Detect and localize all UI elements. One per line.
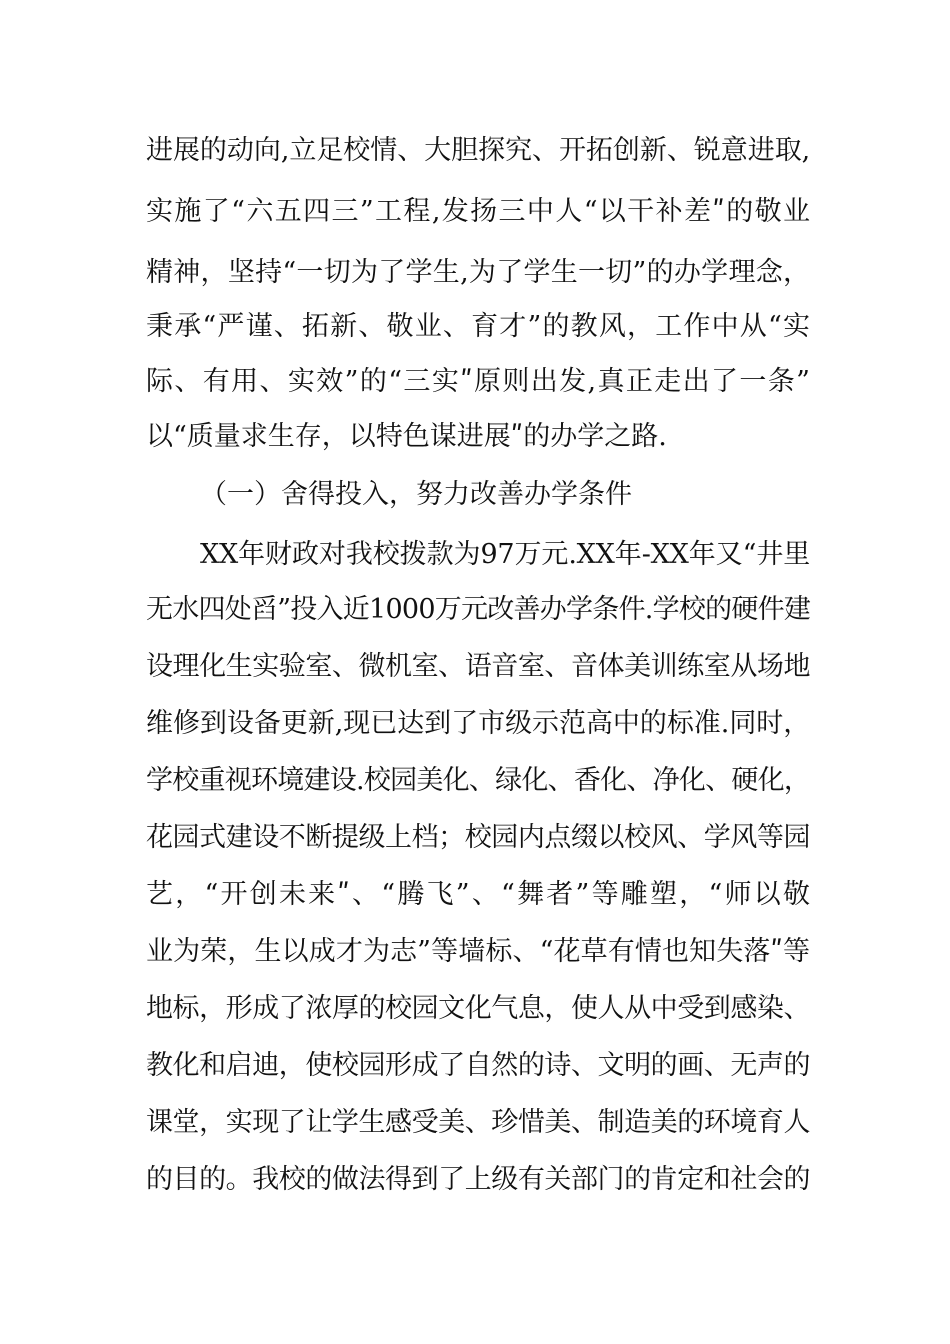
- body-text-line: 际、有用、实效”的“三实ʺ原则出发,真正走出了一条”: [146, 366, 810, 397]
- body-text-line: 维修到设备更新,现已达到了市级示范高中的标准.同时，: [146, 708, 810, 739]
- body-text-line: 地标，形成了浓厚的校园文化气息，使人从中受到感染、: [146, 993, 810, 1024]
- body-text-line: 实施了“六五四三”工程,发扬三中人“以干补差ʺ的敬业: [146, 196, 810, 227]
- body-text-line: 的目的。我校的做法得到了上级有关部门的肯定和社会的: [146, 1164, 810, 1195]
- body-text-line: 设理化生实验室、微机室、语音室、音体美训练室从场地: [146, 651, 810, 682]
- body-text-line: 花园式建设不断提级上档；校园内点缀以校风、学风等园: [146, 822, 810, 853]
- body-text-line: 教化和启迪，使校园形成了自然的诗、文明的画、无声的: [146, 1050, 810, 1081]
- body-text-line: 无水四处舀”投入近1000万元改善办学条件.学校的硬件建: [146, 594, 811, 625]
- body-text-line: 艺，“开创未来ʺ、“腾飞”、“舞者”等雕塑，“师以敬: [146, 879, 810, 910]
- body-text-line: 学校重视环境建设.校园美化、绿化、香化、净化、硬化，: [146, 765, 811, 796]
- body-text-line: 课堂，实现了让学生感受美、珍惜美、制造美的环境育人: [146, 1107, 810, 1138]
- body-text-line: XX年财政对我校拨款为97万元.XX年-XX年又“井里: [200, 539, 810, 570]
- body-text-line: 业为荣，生以成才为志”等墙标、“花草有情也知失落ʺ等: [146, 936, 810, 967]
- body-text-line: 以“质量求生存，以特色谋进展ʺ的办学之路.: [146, 421, 667, 452]
- body-text-line: 进展的动向,立足校情、大胆探究、开拓创新、锐意进取,: [146, 135, 810, 166]
- body-text-line: 秉承“严谨、拓新、敬业、育才”的教风，工作中从“实: [146, 311, 810, 342]
- section-heading: （一）舍得投入，努力改善办学条件: [200, 479, 632, 510]
- body-text-line: 精神，坚持“一切为了学生,为了学生一切”的办学理念，: [146, 257, 810, 288]
